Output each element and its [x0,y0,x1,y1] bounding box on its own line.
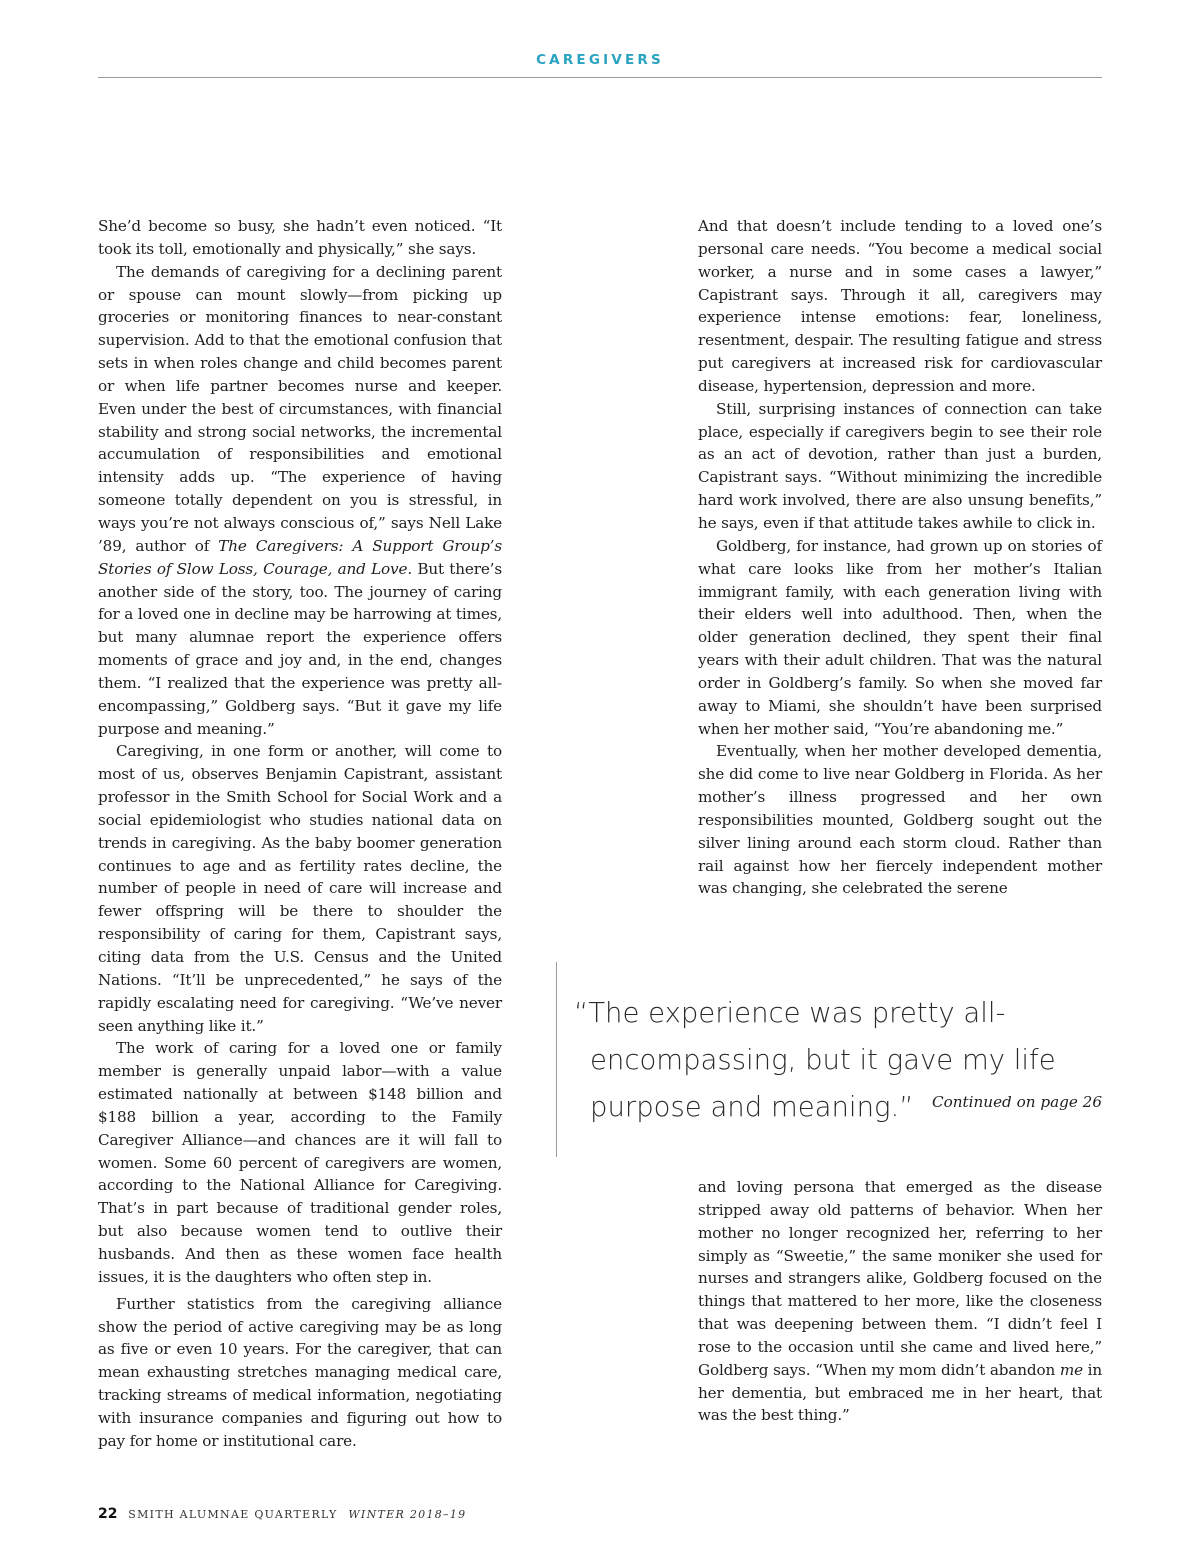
pull-quote-line: purpose and meaning.” [590,1091,914,1123]
paragraph: Eventually, when her mother developed dementia, she did come to live near Goldberg in Florida. As her mother’s illness progressed and her own responsibilities mounted, Goldberg sought out the silver lining around each storm cloud. Rather than rail against how her fiercely independent mother was changing, she celebrated the serene [698,742,1102,898]
paragraph-text: in her dementia, but embraced me in her heart, that was the best thing.” [698,1360,1102,1425]
continued-line: Continued on page 26 [932,1093,1102,1111]
pull-quote-rule [556,962,557,1157]
publication-name: SMITH ALUMNAE QUARTERLY [128,1508,338,1521]
paragraph-text: . But there’s another side of the story, too. The journey of caring for a loved one in decline may be harrowing at times, but many alumnae report the experience offers moments of grace and joy and, in the end, changes them. “I realized that the experience was pretty all-encompassing,” Goldberg says. “But it gave my life purpose and meaning.” [98,559,502,738]
page-number: 22 [98,1506,118,1522]
paragraph [98,261,502,741]
paragraph: She’d become so busy, she hadn’t even noticed. “It took its toll, emotionally and physically,” she says. [98,217,502,258]
book-title: The Caregivers: A Support Group’s Stories of Slow Loss, Courage, and Love [98,536,502,578]
paragraph: The work of caring for a loved one or family member is generally unpaid labor—with a value estimated nationally at between $148 billion and $188 billion a year, according to the Family Caregiver Alliance—and chances are it will fall to women. Some 60 percent of caregivers are women, according to the National Alliance for Caregiving. That’s in part because of traditional gender roles, but also because women tend to outlive their husbands. And then as these women face health issues, it is the daughters who often step in. [98,1039,502,1286]
paragraph-text: The demands of caregiving for a declining parent or spouse can mount slowly—from picking up groceries or monitoring finances to near-constant supervision. Add to that the emotional confusion that sets in when roles change and child becomes parent or when life partner becomes nurse and keeper. Even under the best of circumstances, with financial stability and strong social networks, the incremental accumulation of responsibilities and emotional intensity adds up. “The experience of having someone totally dependent on you is stressful, in ways you’re not always conscious of,” says Nell Lake ’89, author of [98,262,502,555]
pull-quote-line: encompassing, but it gave my life [590,1044,1056,1076]
right-column-top [698,215,1102,900]
paragraph: Caregiving, in one form or another, will come to most of us, observes Benjamin Capistrant, assistant professor in the Smith School for Social Work and a social epidemiologist who studies national data on trends in caregiving. As the baby boomer generation continues to age and as fertility rates decline, the number of people in need of care will increase and fewer offspring will be there to shoulder the responsibility of caring for them, Capistrant says, citing data from the U.S. Census and the United Nations. “It’ll be unprecedented,” he says of the rapidly escalating need for caregiving. “We’ve never seen anything like it.” [98,742,502,1035]
paragraph [698,1176,1102,1427]
paragraph: Still, surprising instances of connection can take place, especially if caregivers begin to see their role as an act of devotion, rather than just a burden, Capistrant says. “Without minimizing the incredible hard work involved, there are also unsung benefits,” he says, even if that attitude takes awhile to click in. [698,399,1102,532]
right-column-bottom [698,1176,1102,1425]
issue-date: WINTER 2018–19 [348,1508,467,1521]
paragraph: Goldberg, for instance, had grown up on stories of what care looks like from her mother’s Italian immigrant family, with each generation living with their elders well into adulthood. Then, when the older generation declined, they spent their final years with their adult children. That was the natural order in Goldberg’s family. So when she moved far away to Miami, she shouldn’t have been surprised when her mother said, “You’re abandoning me.” [698,536,1102,738]
section-label: CAREGIVERS [536,52,664,68]
left-column [98,215,502,1453]
paragraph: Further statistics from the caregiving alliance show the period of active caregiving may be as long as five or even 10 years. For the caregiver, that can mean exhausting stretches managing medical care, tracking streams of medical information, negotiating with insurance companies and figuring out how to pay for home or institutional care. [98,1294,502,1450]
paragraph: And that doesn’t include tending to a loved one’s personal care needs. “You become a medical social worker, a nurse and in some cases a lawyer,” Capistrant says. Through it all, caregivers may experience intense emotions: fear, loneliness, resentment, despair. The resulting fatigue and stress put caregivers at increased risk for cardiovascular disease, hypertension, depression and more. [698,217,1102,395]
page-footer [98,1506,466,1522]
emphasis: me [1059,1360,1083,1379]
pull-quote-line: “The experience was pretty all- [574,997,1006,1029]
paragraph-text: and loving persona that emerged as the disease stripped away old patterns of behavior. When her mother no longer recognized her, referring to her simply as “Sweetie,” the same moniker she used for nurses and strangers alike, Goldberg focused on the things that mattered to her more, like the closeness that was deepening between them. “I didn’t feel I rose to the occasion until she came and lived here,” Goldberg says. “When my mom didn’t abandon [698,1178,1102,1379]
header-rule [98,77,1102,78]
